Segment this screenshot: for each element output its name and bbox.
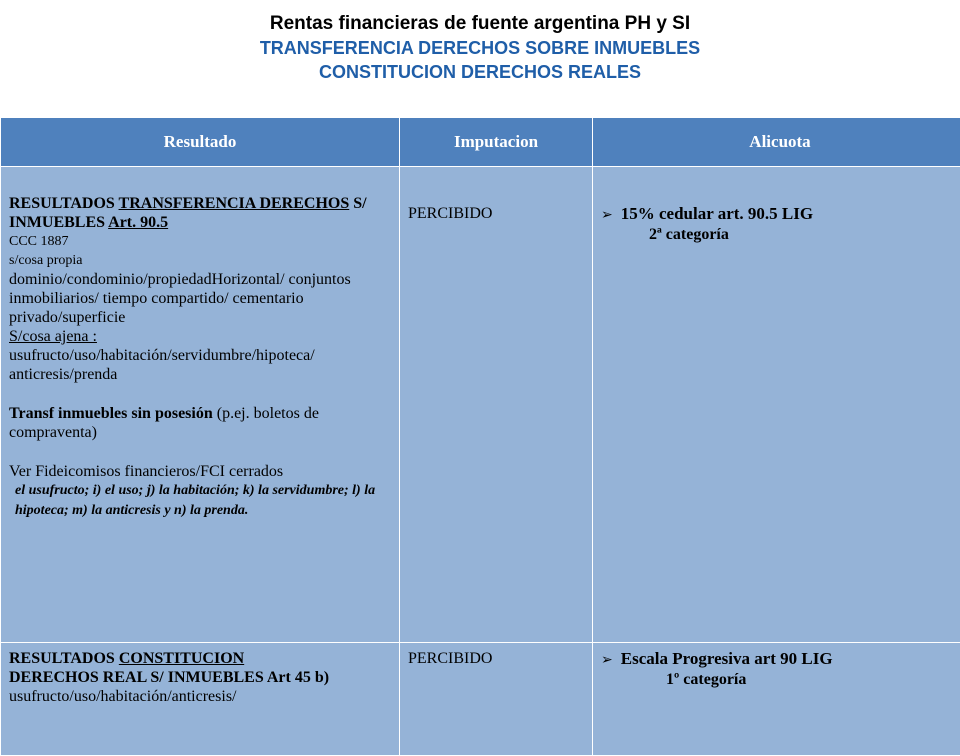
resultado2-underlined: CONSTITUCION [119, 650, 244, 667]
alicuota-bullet [601, 194, 959, 225]
table-row [1, 167, 960, 643]
resultado-heading [9, 194, 391, 232]
cosa-propia-list: dominio/condominio/propiedadHorizontal/ conjuntos inmobiliarios/ tiempo compartido/ cementario privado/superficie [9, 270, 391, 327]
ccc-ref: CCC 1887 [9, 232, 391, 251]
cell-imputacion-percibido [400, 167, 593, 643]
title-line-1: Rentas financieras de fuente argentina PH y SI [0, 12, 960, 36]
imputacion-value: PERCIBIDO [408, 194, 584, 223]
table-header-row [1, 118, 960, 167]
cell-resultado-constitucion [1, 643, 400, 756]
alicuota-bullet-2 [601, 649, 959, 670]
header-alicuota: Alicuota [593, 118, 960, 167]
header-resultado: Resultado [1, 118, 400, 167]
cell-resultado-transferencia [1, 167, 400, 643]
arrow-bullet-icon: ➢ [601, 652, 613, 668]
arrow-bullet-icon: ➢ [601, 207, 613, 223]
imputacion-value-2: PERCIBIDO [408, 649, 584, 668]
alicuota2-main: Escala Progresiva art 90 LIG [621, 649, 833, 668]
cosa-propia-label: s/cosa propia [9, 251, 391, 270]
header-imputacion: Imputacion [400, 118, 593, 167]
title-line-2: TRANSFERENCIA DERECHOS SOBRE INMUEBLES [0, 36, 960, 60]
cosa-ajena-list: usufructo/uso/habitación/servidumbre/hipoteca/ anticresis/prenda [9, 346, 391, 384]
table-row [1, 643, 960, 756]
resultado2-prefix: RESULTADOS [9, 650, 119, 667]
resultado-heading-2 [9, 649, 391, 668]
ver-fideicomisos: Ver Fideicomisos financieros/FCI cerrados [9, 462, 391, 481]
resultado2-rest: DERECHOS REAL S/ INMUEBLES Art 45 b) [9, 668, 391, 687]
resultado-underlined: TRANSFERENCIA DERECHOS [119, 195, 350, 212]
resultado-prefix: RESULTADOS [9, 195, 119, 212]
slide-title [0, 12, 960, 84]
resultado2-list: usufructo/uso/habitación/anticresis/ [9, 687, 391, 706]
cell-imputacion-percibido-2 [400, 643, 593, 756]
transf-rest: (p.ej. boletos de compraventa) [9, 405, 319, 441]
rentas-table [0, 117, 960, 756]
cell-alicuota-escala [593, 643, 960, 756]
title-line-3: CONSTITUCION DERECHOS REALES [0, 60, 960, 84]
cell-alicuota-cedular [593, 167, 960, 643]
resultado-mid: S/ INMUEBLES [9, 195, 367, 231]
alicuota-main: 15% cedular art. 90.5 LIG [621, 204, 813, 223]
transf-inmuebles-text [9, 404, 391, 442]
resultado-article: Art. 90.5 [108, 214, 168, 231]
italic-note: el usufructo; i) el uso; j) la habitación; k) la servidumbre; l) la hipoteca; m) la anticresis y n) la prenda. [9, 481, 391, 521]
alicuota-category: 2ª categoría [601, 225, 959, 244]
cosa-ajena-label: S/cosa ajena : [9, 327, 391, 346]
alicuota2-category: 1º categoría [601, 670, 959, 689]
transf-bold: Transf inmuebles sin posesión [9, 405, 213, 422]
